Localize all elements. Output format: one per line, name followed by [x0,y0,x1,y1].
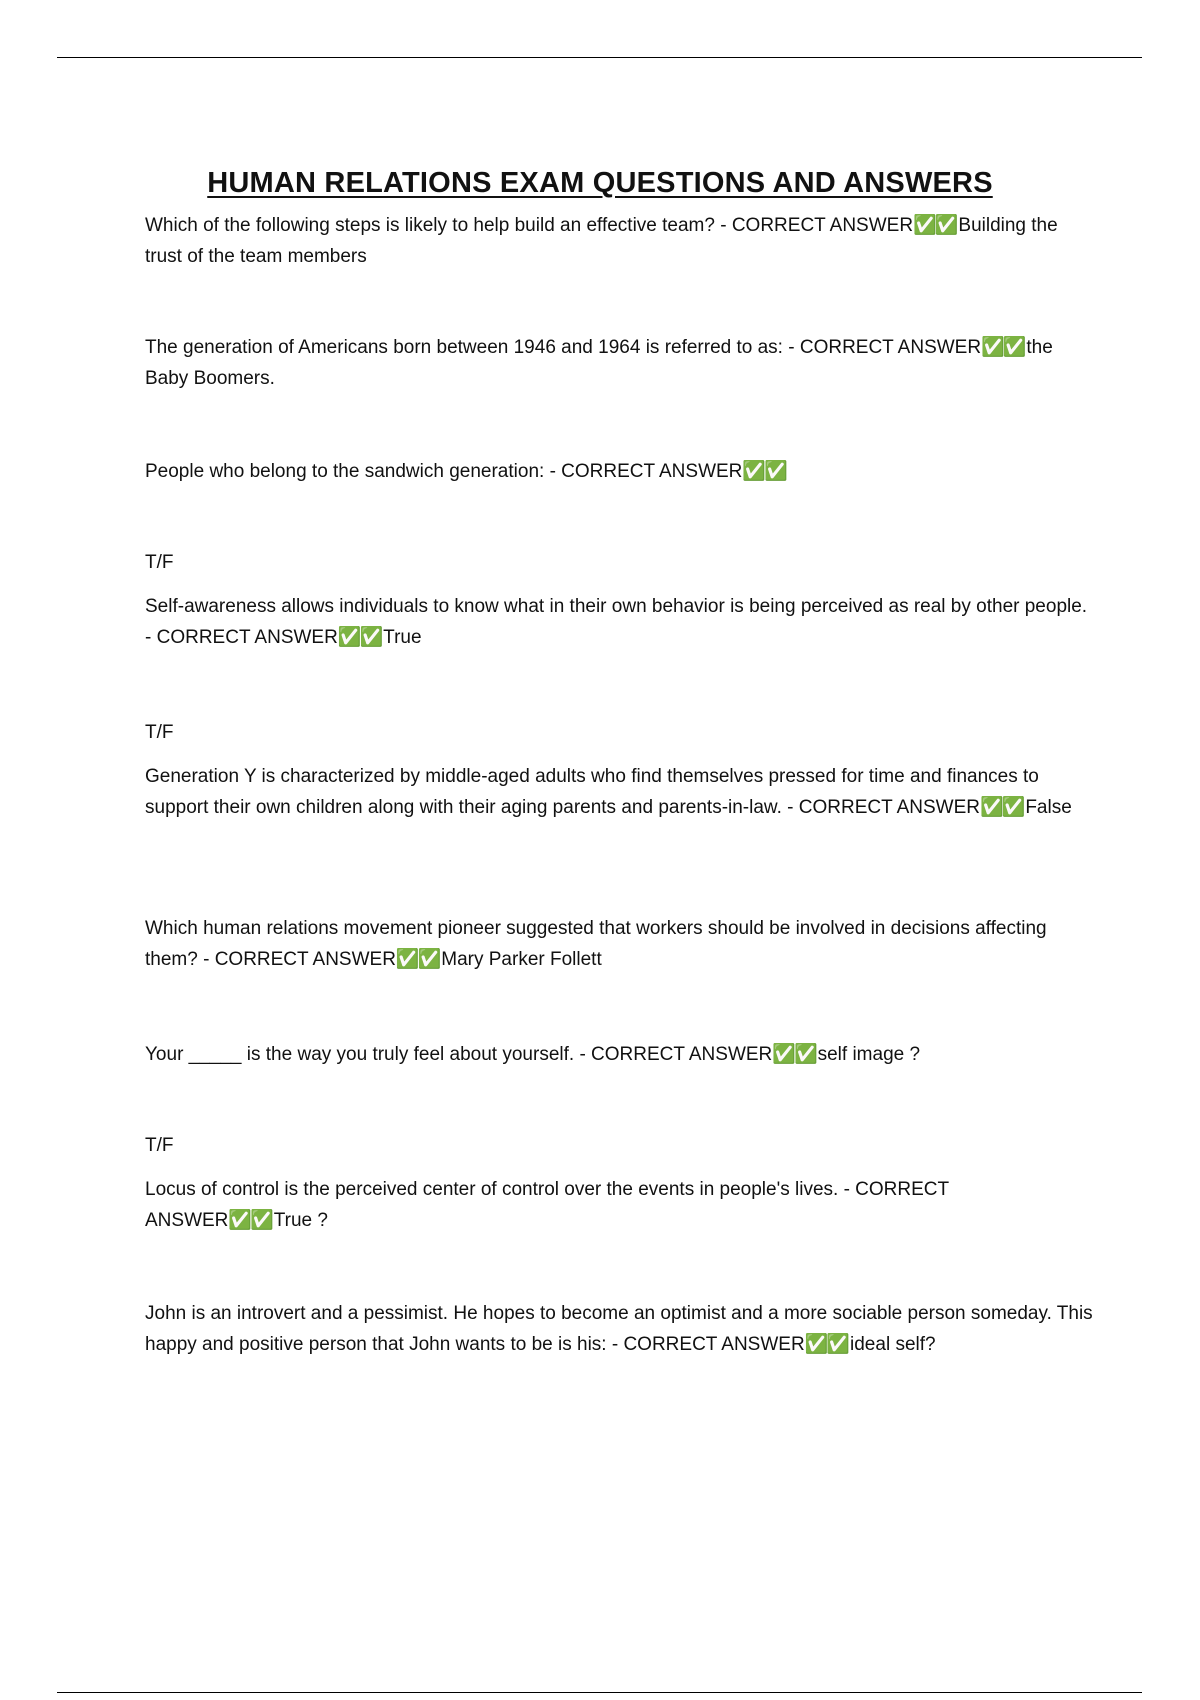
answer-text: Building the trust of the team members [145,215,1058,267]
question-text: People who belong to the sandwich generation: - CORRECT ANSWER [145,461,743,482]
qa-item [145,332,1095,394]
question-text: Self-awareness allows individuals to know what in their own behavior is being perceived as real by other people. - CORRECT ANSWER [145,596,1088,648]
double-check-icon: ✅✅ [742,461,786,482]
answer-text: True ? [273,1210,328,1231]
answer-text: False [1025,797,1072,818]
answer-text: ideal self? [850,1334,936,1355]
question-text: John is an introvert and a pessimist. He hopes to become an optimist and a more sociable person someday. This happy and positive person that John wants to be is his: - CORRECT ANSWER [145,1303,1093,1355]
double-check-icon: ✅✅ [228,1210,272,1231]
question-text: Which of the following steps is likely to help build an effective team? - CORRECT ANSWER [145,215,914,236]
qa-item [145,1298,1095,1360]
question-text: Your _____ is the way you truly feel about yourself. - CORRECT ANSWER [145,1044,773,1065]
true-false-label: T/F [145,722,174,743]
question-text: Which human relations movement pioneer suggested that workers should be involved in decisions affecting them? - CORRECT ANSWER [145,918,1047,970]
qa-item [145,210,1095,272]
qa-item [145,456,1095,487]
answer-text: Mary Parker Follett [441,949,602,970]
question-text: Generation Y is characterized by middle-aged adults who find themselves pressed for time and finances to support their own children along with their aging parents and parents-in-law. - CORRECT ANSWER [145,766,1039,818]
qa-item [145,1174,1095,1236]
double-check-icon: ✅✅ [395,949,440,970]
double-check-icon: ✅✅ [981,337,1025,358]
double-check-icon: ✅✅ [337,627,382,648]
document-title: HUMAN RELATIONS EXAM QUESTIONS AND ANSWERS [207,167,993,200]
true-false-label: T/F [145,552,174,573]
double-check-icon: ✅✅ [772,1044,816,1065]
double-check-icon: ✅✅ [979,797,1024,818]
question-text: The generation of Americans born between 1946 and 1964 is referred to as: - CORRECT ANSWER [145,337,982,358]
double-check-icon: ✅✅ [804,1334,849,1355]
qa-item [145,1039,1095,1070]
answer-text: self image ? [817,1044,921,1065]
answer-text: the Baby Boomers. [145,337,1053,389]
top-rule [57,57,1142,58]
answer-text: True [383,627,422,648]
qa-item [145,761,1095,823]
qa-item [145,591,1095,653]
double-check-icon: ✅✅ [913,215,957,236]
bottom-rule [57,1692,1142,1693]
question-text: Locus of control is the perceived center of control over the events in people's lives. - CORRECT ANSWER [145,1179,949,1231]
qa-item [145,913,1095,975]
true-false-label: T/F [145,1135,174,1156]
